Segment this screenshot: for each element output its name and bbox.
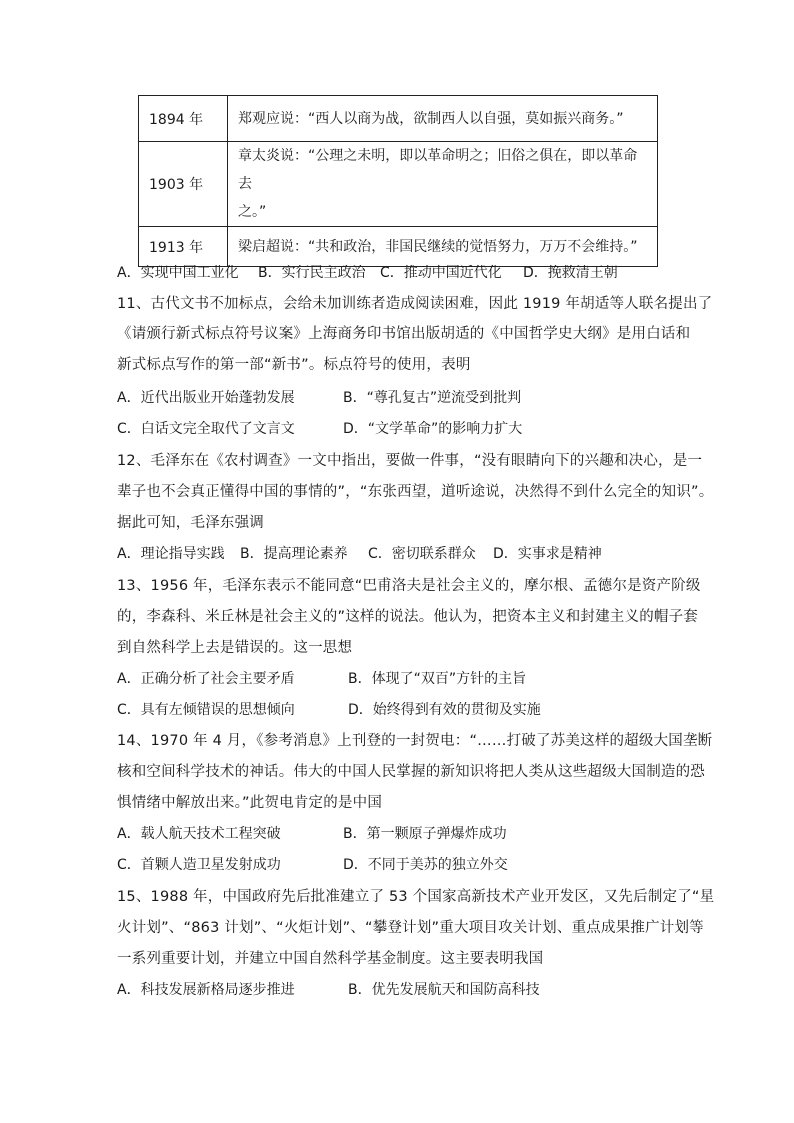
q15-option-b[interactable]: B．优先发展航天和国防高科技	[348, 982, 540, 998]
q14-option-c[interactable]: C．首颗人造卫星发射成功	[117, 857, 281, 873]
q12-stem-line: 据此可知，毛泽东强调	[117, 515, 264, 531]
q14-stem-line: 核和空间科学技术的神话。伟大的中国人民掌握的新知识将把人类从这些超级大国制造的恐	[117, 764, 705, 780]
history-quotes-table	[138, 95, 658, 267]
q10-option-b[interactable]: B．实行民主政治	[258, 265, 366, 281]
q14-stem-line: 惧情绪中解放出来。”此贺电肯定的是中国	[117, 795, 383, 811]
year-cell: 1894 年	[139, 96, 228, 142]
q14-option-a[interactable]: A．载人航天技术工程突破	[117, 826, 281, 842]
q14-option-b[interactable]: B．第一颗原子弹爆炸成功	[343, 826, 507, 842]
q11-option-c[interactable]: C．白话文完全取代了文言文	[117, 421, 295, 437]
q15-stem-line: 一系列重要计划，并建立中国自然科学基金制度。这主要表明我国	[117, 951, 544, 967]
q15-stem-line: 15、1988 年，中国政府先后批准建立了 53 个国家高新技术产业开发区，又先后制定了“星	[117, 889, 715, 905]
table-row	[139, 227, 658, 267]
q11-stem-line: 新式标点写作的第一部“新书”。标点符号的使用，表明	[117, 357, 471, 373]
quote-line: 之。”	[238, 204, 267, 220]
quote-cell: 梁启超说：“共和政治，非国民继续的觉悟努力，万万不会维持。”	[228, 227, 658, 267]
q14-stem-line: 14、1970 年 4 月，《参考消息》上刊登的一封贺电：“……打破了苏美这样的超级大国垄断	[117, 733, 713, 749]
year-cell: 1913 年	[139, 227, 228, 267]
q10-option-a[interactable]: A．实现中国工业化	[117, 265, 239, 281]
q11-option-d[interactable]: D．“文学革命”的影响力扩大	[343, 421, 523, 437]
quote-line: 章太炎说：“公理之未明，即以革命明之；旧俗之俱在，即以革命去	[238, 148, 638, 192]
q12-option-a[interactable]: A．理论指导实践	[117, 546, 225, 562]
q11-option-b[interactable]: B．“尊孔复古”逆流受到批判	[343, 390, 522, 406]
q13-stem-line: 的，李森科、米丘林是社会主义的”这样的说法。他认为，把资本主义和封建主义的帽子套	[117, 609, 699, 625]
q15-stem-line: 火计划”、“863 计划”、“火炬计划”、“攀登计划”重大项目攻关计划、重点成果推广计划等	[117, 920, 704, 936]
q11-stem-line: 11、古代文书不加标点，会给未加训练者造成阅读困难，因此 1919 年胡适等人联名提出了	[117, 296, 713, 312]
q10-option-d[interactable]: D．挽救清王朝	[523, 265, 618, 281]
q13-option-b[interactable]: B．体现了“双百”方针的主旨	[348, 671, 527, 687]
q12-stem-line: 辈子也不会真正懂得中国的事情的”，“东张西望，道听途说，决然得不到什么完全的知识”。	[117, 484, 714, 500]
q12-stem-line: 12、毛泽东在《农村调查》一文中指出，要做一件事，“没有眼睛向下的兴趣和决心，是一	[117, 453, 703, 469]
q15-option-a[interactable]: A．科技发展新格局逐步推进	[117, 982, 295, 998]
q13-option-a[interactable]: A．正确分析了社会主要矛盾	[117, 671, 295, 687]
q13-stem-line: 到自然科学上去是错误的。这一思想	[117, 640, 353, 656]
year-cell: 1903 年	[139, 142, 228, 227]
quote-cell: 郑观应说：“西人以商为战，欲制西人以自强，莫如振兴商务。”	[228, 96, 658, 142]
q14-option-d[interactable]: D．不同于美苏的独立外交	[343, 857, 508, 873]
quote-cell	[228, 142, 658, 227]
q12-option-b[interactable]: B．提高理论素养	[240, 546, 348, 562]
q12-option-d[interactable]: D．实事求是精神	[493, 546, 602, 562]
q13-option-c[interactable]: C．具有左倾错误的思想倾向	[117, 702, 295, 718]
q10-option-c[interactable]: C．推动中国近代化	[380, 265, 502, 281]
table-row	[139, 142, 658, 227]
q13-option-d[interactable]: D．始终得到有效的贯彻及实施	[348, 702, 541, 718]
q12-option-c[interactable]: C．密切联系群众	[368, 546, 476, 562]
q11-option-a[interactable]: A．近代出版业开始蓬勃发展	[117, 390, 295, 406]
q11-stem-line: 《请颁行新式标点符号议案》上海商务印书馆出版胡适的《中国哲学史大纲》是用白话和	[117, 326, 691, 342]
q13-stem-line: 13、1956 年，毛泽东表示不能同意“巴甫洛夫是社会主义的，摩尔根、孟德尔是资产阶级	[117, 578, 701, 594]
table-row	[139, 96, 658, 142]
